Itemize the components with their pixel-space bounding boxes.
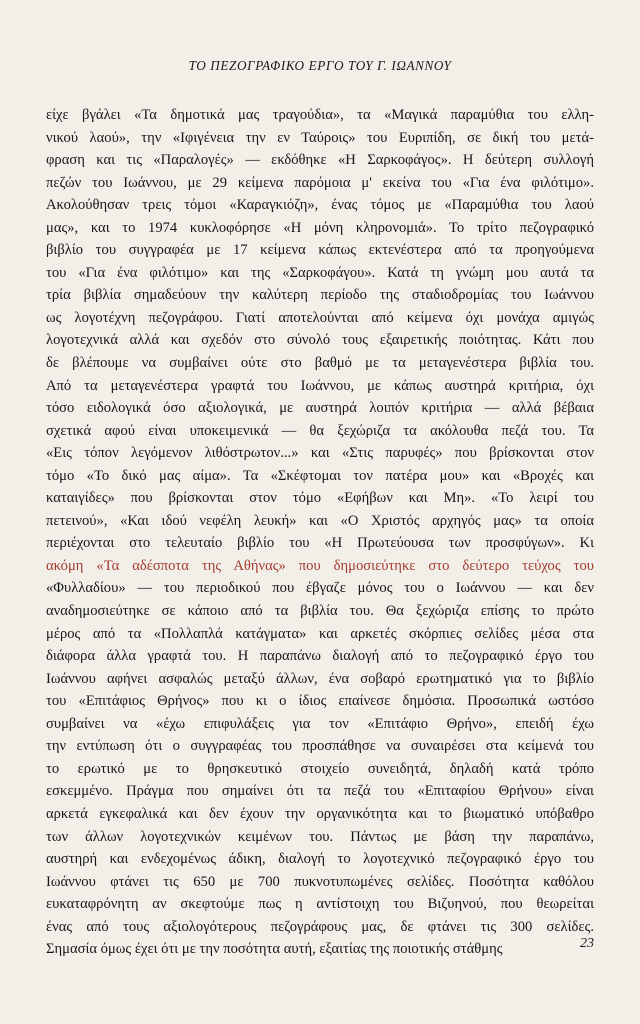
text-line: την εντύπωση ότι ο συγγραφέας του προσπάθησε να συναιρέσει στα κείμενά του	[46, 738, 594, 755]
text-line-highlighted: ακόμη «Τα αδέσποτα της Αθήνας» που δημοσιεύτηκε στο δεύτερο τεύχος του	[46, 557, 594, 574]
text-line: Ακολούθησαν τρεις τόμοι «Καραγκιόζη», ένας τόμος με «Παραμύθια του λαού	[46, 197, 594, 214]
text-line: του «Επιτάφιος Θρήνος» που κι ο ίδιος επαίνεσε δημόσια. Προσωπικά ωστόσο	[46, 693, 594, 710]
text-line: ως λογοτέχνη πεζογράφου. Γιατί αποτελούνται από κείμενα όχι μονάχα αμιγώς	[46, 309, 594, 326]
text-line: τόσο ειδολογικά όσο αξιολογικά, με αυστηρά λοιπόν κριτήρια — αλλά βέβαια	[46, 400, 594, 417]
text-line: του «Για ένα φιλότιμο» και της «Σαρκοφάγου». Κατά τη γνώμη μου αυτά τα	[46, 264, 594, 281]
text-line: τόμο «Το δικό μας αίμα». Τα «Σκέφτομαι τον πατέρα μου» και «Βροχές και	[46, 467, 594, 484]
text-line: μέρος από τα «Πολλαπλά κατάγματα» και αρκετές σκόρπιες σελίδες μέσα στα	[46, 625, 594, 642]
text-line: είχε βγάλει «Τα δημοτικά μας τραγούδια», τα «Μαγικά παραμύθια του ελλη-	[46, 107, 594, 123]
text-line: βιβλίο του συγγραφέα με 17 κείμενα κάπως εκτενέστερα από τα προηγούμενα	[46, 242, 594, 259]
text-line: συμβαίνει να «έχω επιφυλάξεις για τον «Επιτάφιο Θρήνο», επειδή έχω	[46, 715, 594, 732]
text-line: αυστηρή και ενδεχομένως άδικη, διαλογή το λογοτεχνικό πεζογραφικό έργο του	[46, 851, 594, 868]
text-line: των άλλων λογοτεχνικών κειμένων του. Πάντως με βάση την παραπάνω,	[46, 828, 594, 845]
text-line: καταιγίδες» που βρίσκονται στον τόμο «Εφήβων και Μη». «Το λειρί του	[46, 490, 594, 507]
paragraph	[46, 104, 594, 961]
text-line: λογοτεχνικά αλλά και σχεδόν στο σύνολό τους εξαιρετικής ποιότητας. Κάτι που	[46, 332, 594, 349]
text-line: πετεινού», «Και ιδού νεφέλη λευκή» και «Ο Χριστός αρχηγός μας» τα οποία	[46, 512, 594, 529]
text-line: περιέχονται στο τελευταίο βιβλίο του «Η Πρωτεύουσα των προσφύγων». Κι	[46, 535, 594, 552]
text-line: αναδημοσιεύτηκε σε κάποιο από τα βιβλία του. Θα ξεχώριζα επίσης το πρώτο	[46, 603, 594, 620]
running-head: ΤΟ ΠΕΖΟΓΡΑΦΙΚΟ ΕΡΓΟ ΤΟΥ Γ. ΙΩΑΝΝΟΥ	[188, 58, 452, 73]
text-line: σχετικά αφού είναι υποκειμενικά — θα ξεχώριζα τα ακόλουθα πεζά του. Τα	[46, 422, 594, 439]
text-line: διάφορα άλλα γραφτά του. Η παραπάνω διαλογή από το πεζογραφικό έργο του	[46, 648, 594, 665]
text-line: φραση και τις «Παραλογές» — εκδόθηκε «Η Σαρκοφάγος». Η δεύτερη συλλογή	[46, 152, 594, 169]
text-line: αρκετά εγκεφαλικά και δεν έχουν την οργανικότητα και το βιωματικό υπόβαθρο	[46, 805, 594, 822]
text-line: πεζών του Ιωάννου, με 29 κείμενα παρόμοια μ' εκείνα του «Για ένα φιλότιμο».	[46, 174, 594, 191]
text-line: το ερωτικό με το θρησκευτικό στοιχείο συνειδητά, δηλαδή κατά τρόπο	[46, 760, 594, 777]
text-line: Ιωάννου φτάνει τις 650 με 700 πυκνοτυπωμένες σελίδες. Ποσότητα καθόλου	[46, 873, 594, 890]
text-line: «Εις τόπον λεγόμενον λιθόστρωτον...» και «Στις παρυφές» που βρίσκονται στον	[46, 445, 594, 462]
text-line: «Φυλλαδίου» — του περιοδικού που έβγαζε μόνος του ο Ιωάννου — και δεν	[46, 580, 594, 597]
text-line: Σημασία όμως έχει ότι με την ποσότητα αυτή, εξαιτίας της ποιοτικής στάθμης	[46, 941, 503, 958]
text-line: Ιωάννου αφήνει ασφαλώς μεταξύ άλλων, ένα σοβαρό ερωτηματικό για το βιβλίο	[46, 670, 594, 687]
text-line: νικού λαού», την «Ιφιγένεια την εν Ταύροις» του Ευριπίδη, σε δική του μετά-	[46, 129, 594, 146]
text-line: εσκεμμένο. Πράγμα που σημαίνει ότι τα πεζά του «Επιταφίου Θρήνου» είναι	[46, 783, 594, 800]
text-line: ένας από τους αξιολογότερους πεζογράφους μας, δε φτάνει τις 300 σελίδες.	[46, 918, 594, 935]
body-text	[46, 104, 594, 961]
text-line: Από τα μεταγενέστερα γραφτά του Ιωάννου, με κάπως αυστηρά κριτήρια, όχι	[46, 377, 594, 394]
text-line: ευκαταφρόνητη αν σκεφτούμε πως η αντίστοιχη του Βιζυηνού, που θεωρείται	[46, 896, 594, 913]
text-line: μας», και το 1974 κυκλοφόρησε «Η μόνη κληρονομιά». Το τρίτο πεζογραφικό	[46, 219, 594, 236]
text-line: δε βλέπουμε να συμβαίνει ούτε στο βαθμό με τα μεταγενέστερα βιβλία του.	[46, 355, 594, 372]
page-number: 23	[580, 936, 594, 951]
text-line: τρία βιβλία σημαδεύουν την καλύτερη περίοδο της σταδιοδρομίας του Ιωάννου	[46, 287, 594, 304]
